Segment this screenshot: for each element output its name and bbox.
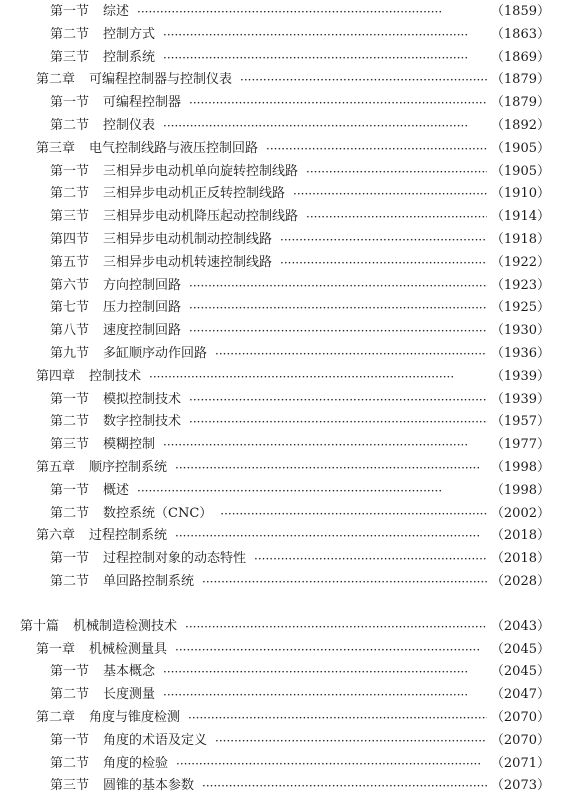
dot-leader (220, 504, 487, 524)
dot-leader (163, 685, 487, 705)
toc-entry-title: 压力控制回路 (103, 300, 182, 316)
toc-entry-section (50, 116, 550, 136)
toc-entry-page-number: （1930） (490, 323, 550, 339)
toc-entry-number: 第三节 (50, 778, 90, 794)
toc-entry-number: 第二节 (50, 574, 90, 589)
dot-leader (306, 162, 487, 182)
dot-leader (137, 2, 487, 22)
dot-leader (176, 754, 487, 774)
toc-entry-title: 控制仪表 (103, 118, 156, 133)
dot-leader (189, 93, 487, 113)
toc-entry-chapter (36, 640, 550, 660)
toc-entry-page-number: （2028） (490, 574, 550, 589)
dot-leader (185, 617, 487, 637)
toc-entry-section (50, 549, 550, 569)
toc-entry-title: 机械制造检测技术 (73, 618, 178, 634)
toc-entry-section (50, 731, 550, 751)
toc-entry-section (50, 230, 550, 250)
toc-entry-number: 第二节 (50, 755, 90, 771)
toc-entry-number: 第一章 (36, 641, 76, 657)
toc-entry-section (50, 298, 550, 318)
toc-entry-title: 可编程控制器 (103, 95, 182, 111)
toc-entry-page-number: （2073） (490, 778, 550, 794)
toc-entry-page-number: （1998） (490, 460, 550, 475)
toc-entry-page-number: （2045） (490, 664, 550, 680)
toc-entry-section (50, 412, 550, 432)
toc-entry-part (20, 617, 550, 637)
toc-entry-number: 第五章 (36, 460, 76, 475)
toc-entry-section (50, 344, 550, 364)
dot-leader (215, 344, 487, 364)
toc-entry-title: 过程控制系统 (89, 528, 168, 544)
dot-leader (163, 48, 487, 68)
toc-entry-title: 电气控制线路与液压控制回路 (89, 140, 259, 156)
toc-entry-title: 顺序控制系统 (89, 460, 168, 475)
toc-entry-page-number: （1957） (490, 414, 550, 430)
toc-entry-chapter (36, 367, 550, 387)
toc-entry-page-number: （2047） (490, 687, 550, 703)
toc-entry-page-number: （1905） (490, 140, 550, 156)
toc-entry-number: 第七节 (50, 300, 90, 316)
dot-leader (163, 662, 487, 682)
dot-leader (163, 116, 487, 136)
toc-entry-page-number: （1863） (490, 26, 550, 42)
toc-entry-section (50, 321, 550, 341)
toc-entry-section (50, 93, 550, 113)
toc-entry-page-number: （1939） (490, 368, 550, 384)
toc-entry-title: 机械检测量具 (89, 641, 168, 657)
toc-entry-title: 可编程控制器与控制仪表 (89, 72, 233, 88)
toc-entry-section (50, 207, 550, 227)
toc-entry-page-number: （2070） (490, 710, 550, 725)
dot-leader (189, 412, 487, 432)
dot-leader (293, 184, 487, 204)
dot-leader (189, 321, 487, 341)
toc-entry-number: 第二节 (50, 26, 90, 42)
toc-entry-number: 第六章 (36, 528, 76, 544)
dot-leader (189, 298, 487, 318)
toc-entry-section (50, 776, 550, 796)
toc-entry-title: 三相异步电动机转速控制线路 (103, 254, 273, 270)
toc-entry-section (50, 184, 550, 204)
dot-leader (280, 253, 487, 273)
toc-entry-number: 第九节 (50, 346, 90, 361)
toc-entry-number: 第一节 (50, 391, 90, 407)
dot-leader (137, 481, 487, 501)
toc-entry-section (50, 572, 550, 592)
toc-entry-page-number: （1922） (490, 254, 550, 270)
toc-entry-title: 模拟控制技术 (103, 391, 182, 407)
toc-entry-title: 单回路控制系统 (103, 574, 195, 589)
toc-entry-title: 模糊控制 (103, 437, 156, 453)
toc-entry-page-number: （1914） (490, 209, 550, 225)
toc-entry-page-number: （1879） (490, 72, 550, 88)
toc-entry-title: 基本概念 (103, 664, 156, 680)
dot-leader (215, 731, 487, 751)
dot-leader (149, 367, 487, 387)
toc-entry-title: 三相异步电动机降压起动控制线路 (103, 209, 299, 225)
toc-entry-chapter (36, 70, 550, 90)
toc-entry-number: 第二章 (36, 72, 76, 88)
toc-entry-title: 长度测量 (103, 687, 156, 703)
toc-entry-section (50, 25, 550, 45)
toc-entry-section (50, 48, 550, 68)
dot-leader (189, 276, 487, 296)
toc-entry-title: 数控系统（CNC） (103, 505, 213, 521)
toc-entry-title: 数字控制技术 (103, 414, 182, 430)
toc-entry-title: 三相异步电动机制动控制线路 (103, 232, 273, 247)
toc-entry-page-number: （2018） (490, 528, 550, 544)
toc-entry-section (50, 390, 550, 410)
toc-entry-title: 三相异步电动机正反转控制线路 (103, 186, 286, 202)
toc-entry-section (50, 481, 550, 501)
toc-entry-number: 第十篇 (20, 618, 60, 634)
toc-entry-page-number: （2018） (490, 551, 550, 567)
toc-entry-number: 第二章 (36, 710, 76, 725)
toc-entry-title: 多缸顺序动作回路 (103, 346, 208, 361)
toc-entry-section (50, 504, 550, 524)
toc-entry-page-number: （2043） (490, 618, 550, 634)
toc-entry-page-number: （2070） (490, 732, 550, 748)
dot-leader (202, 572, 487, 592)
toc-entry-title: 控制技术 (89, 368, 142, 384)
toc-entry-chapter (36, 708, 550, 728)
toc-entry-number: 第一节 (50, 664, 90, 680)
toc-entry-number: 第五节 (50, 254, 90, 270)
toc-entry-number: 第四章 (36, 368, 76, 384)
toc-entry-chapter (36, 526, 550, 546)
toc-entry-page-number: （1923） (490, 277, 550, 293)
toc-entry-title: 角度与锥度检测 (89, 710, 181, 725)
toc-entry-section (50, 276, 550, 296)
toc-entry-number: 第一节 (50, 482, 90, 498)
toc-entry-number: 第一节 (50, 95, 90, 111)
toc-entry-title: 三相异步电动机单向旋转控制线路 (103, 163, 299, 179)
toc-entry-chapter (36, 458, 550, 478)
dot-leader (175, 458, 487, 478)
toc-entry-page-number: （1892） (490, 118, 550, 133)
toc-entry-page-number: （2002） (490, 505, 550, 521)
toc-entry-number: 第六节 (50, 277, 90, 293)
toc-entry-page-number: （2045） (490, 641, 550, 657)
dot-leader (175, 526, 487, 546)
dot-leader (189, 390, 487, 410)
toc-entry-page-number: （1918） (490, 232, 550, 247)
toc-entry-number: 第三节 (50, 437, 90, 453)
toc-entry-section (50, 435, 550, 455)
toc-entry-title: 控制系统 (103, 49, 156, 65)
toc-entry-title: 圆锥的基本参数 (103, 778, 195, 794)
toc-entry-page-number: （1936） (490, 346, 550, 361)
toc-entry-number: 第八节 (50, 323, 90, 339)
toc-entry-page-number: （1998） (490, 482, 550, 498)
toc-entry-number: 第一节 (50, 4, 90, 19)
toc-entry-title: 过程控制对象的动态特性 (103, 551, 247, 567)
toc-entry-title: 角度的术语及定义 (103, 732, 208, 748)
toc-entry-number: 第三章 (36, 140, 76, 156)
toc-entry-title: 方向控制回路 (103, 277, 182, 293)
toc-entry-section (50, 2, 550, 22)
toc-entry-chapter (36, 139, 550, 159)
toc-entry-section (50, 754, 550, 774)
toc-entry-page-number: （1977） (490, 437, 550, 453)
toc-entry-page-number: （1910） (490, 186, 550, 202)
dot-leader (188, 708, 487, 728)
toc-entry-page-number: （1925） (490, 300, 550, 316)
dot-leader (202, 776, 487, 796)
toc-entry-number: 第四节 (50, 232, 90, 247)
toc-entry-number: 第二节 (50, 414, 90, 430)
toc-entry-number: 第一节 (50, 732, 90, 748)
toc-entry-number: 第三节 (50, 209, 90, 225)
toc-entry-number: 第二节 (50, 505, 90, 521)
toc-entry-title: 概述 (103, 482, 130, 498)
toc-entry-page-number: （1869） (490, 49, 550, 65)
toc-entry-page-number: （1939） (490, 391, 550, 407)
toc-entry-title: 综述 (103, 4, 130, 19)
toc-entry-title: 控制方式 (103, 26, 156, 42)
toc-entry-title: 角度的检验 (103, 755, 169, 771)
dot-leader (240, 70, 487, 90)
toc-entry-section (50, 162, 550, 182)
toc-entry-page-number: （2071） (490, 755, 550, 771)
toc-entry-number: 第二节 (50, 186, 90, 202)
toc-entry-title: 速度控制回路 (103, 323, 182, 339)
toc-entry-number: 第二节 (50, 687, 90, 703)
dot-leader (280, 230, 487, 250)
toc-entry-section (50, 662, 550, 682)
toc-entry-page-number: （1879） (490, 95, 550, 111)
toc-entry-number: 第三节 (50, 49, 90, 65)
toc-entry-page-number: （1905） (490, 163, 550, 179)
dot-leader (254, 549, 487, 569)
dot-leader (266, 139, 487, 159)
toc-entry-section (50, 253, 550, 273)
toc-entry-number: 第一节 (50, 551, 90, 567)
toc-entry-number: 第二节 (50, 118, 90, 133)
dot-leader (175, 640, 487, 660)
dot-leader (306, 207, 487, 227)
dot-leader (163, 25, 487, 45)
toc-entry-page-number: （1859） (490, 4, 550, 19)
toc-entry-number: 第一节 (50, 163, 90, 179)
toc-entry-section (50, 685, 550, 705)
dot-leader (163, 435, 487, 455)
